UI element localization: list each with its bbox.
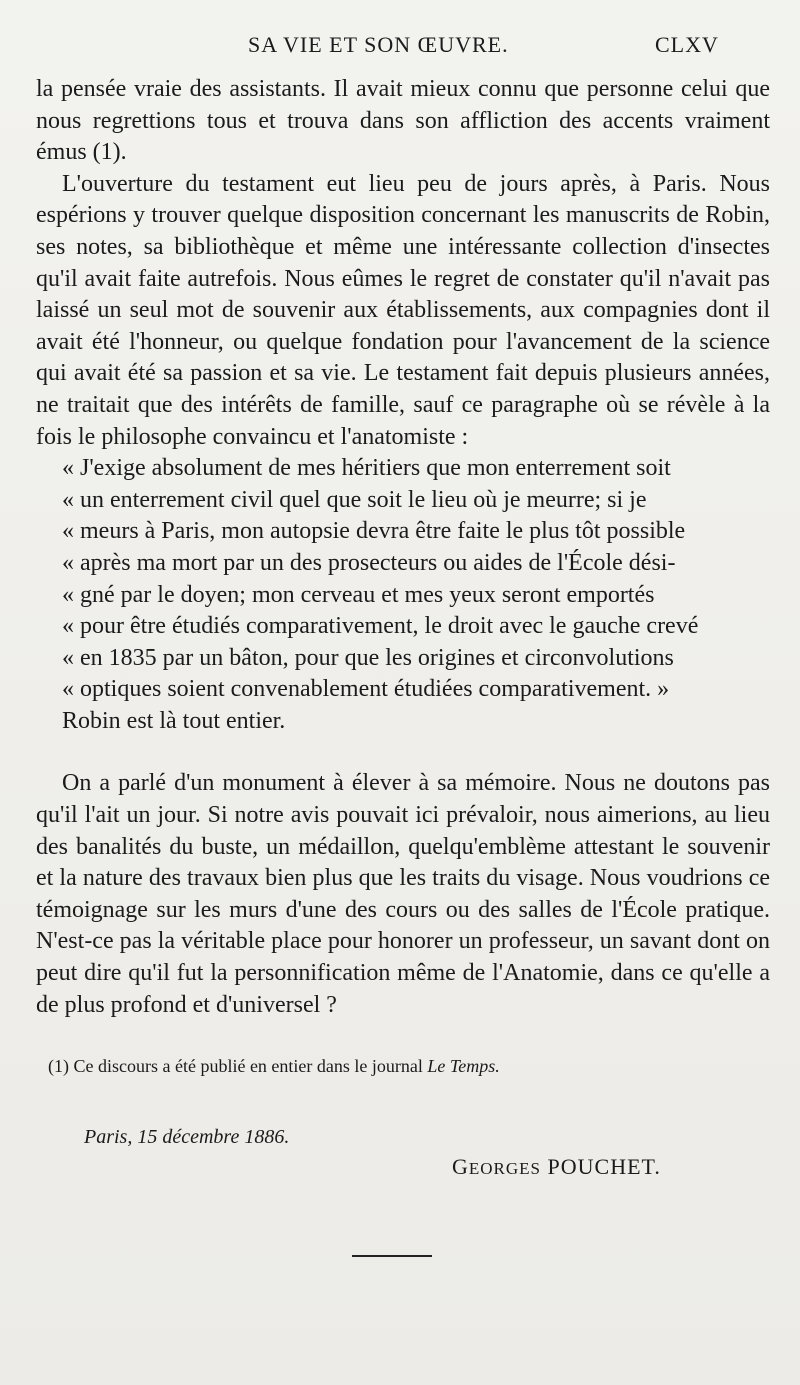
testament-quote bbox=[36, 453, 770, 737]
running-title: SA VIE ET SON ŒUVRE. bbox=[248, 32, 509, 57]
signature bbox=[452, 1154, 661, 1180]
date-line bbox=[84, 1126, 289, 1149]
signature-first-name: EORGES bbox=[468, 1159, 542, 1178]
page-header bbox=[0, 32, 800, 62]
quote-conclusion: Robin est là tout entier. bbox=[62, 707, 286, 734]
quote-line: « pour être étudiés comparativement, le droit avec le gauche crevé bbox=[62, 613, 699, 640]
quote-line: « optiques soient convenablement étudiées comparativement. » bbox=[62, 676, 670, 703]
quote-line: « après ma mort par un des prosecteurs ou aides de l'École dési- bbox=[62, 549, 676, 576]
paragraph-testament: L'ouverture du testament eut lieu peu de jours après, à Paris. Nous espérions y trouver quelque disposition concernant les manuscrits de Robin, ses notes, sa bibliothèque et même une intéressante collection d'insectes qu'il avait faite autrefois. Nous eûmes le regret de constater qu'il n'avait pas laissé un seul mot de souvenir aux établissements, aux compagnies dont il avait été l'honneur, ou quelque fondation pour l'avancement de la science qui avait été sa passion et sa vie. Le testament fait depuis plusieurs années, ne traitait que des intérêts de famille, sauf ce paragraphe où se révèle à la fois le philosophe convaincu et l'anatomiste : bbox=[36, 170, 770, 450]
signature-initial: G bbox=[452, 1154, 469, 1179]
closing-rule bbox=[352, 1255, 432, 1257]
signature-last-name: POUCHET. bbox=[547, 1154, 661, 1179]
footnote bbox=[48, 1054, 768, 1078]
paragraph-monument: On a parlé d'un monument à élever à sa mémoire. Nous ne doutons pas qu'il l'ait un jour. Si notre avis pouvait ici prévaloir, nous aimerions, au lieu des banalités du buste, un médaillon, quelqu'emblème attestant le souvenir et la nature des travaux bien plus que les traits du visage. Nous voudrions ce témoignage sur les murs d'une des cours ou des salles de l'École pratique. N'est-ce pas la véritable place pour honorer un professeur, un savant dont on peut dire qu'il fut la personnification même de l'Anatomie, dans ce qu'elle a de plus profond et d'universel ? bbox=[36, 770, 770, 1018]
quote-line: « meurs à Paris, mon autopsie devra être faite le plus tôt possible bbox=[62, 518, 686, 545]
quote-line: « J'exige absolument de mes héritiers que mon enterrement soit bbox=[62, 455, 671, 482]
quote-line: « un enterrement civil quel que soit le lieu où je meurre; si je bbox=[62, 486, 647, 513]
body-text bbox=[36, 74, 770, 1021]
paragraph-continuation: la pensée vraie des assistants. Il avait mieux connu que personne celui que nous regrettions tous et trouva dans son affliction des accents vraiment émus (1). bbox=[36, 76, 770, 166]
footnote-journal: Le Temps. bbox=[427, 1056, 500, 1076]
footnote-text: (1) Ce discours a été publié en entier dans le journal bbox=[48, 1056, 423, 1076]
date-place: Paris bbox=[84, 1126, 128, 1148]
date-rest: , 15 décembre 1886. bbox=[127, 1126, 290, 1148]
page-number: CLXV bbox=[655, 32, 719, 57]
paragraph-gap bbox=[36, 737, 770, 768]
quote-line: « gné par le doyen; mon cerveau et mes yeux seront emportés bbox=[62, 581, 655, 608]
quote-line: « en 1835 par un bâton, pour que les origines et circonvolutions bbox=[62, 644, 674, 671]
